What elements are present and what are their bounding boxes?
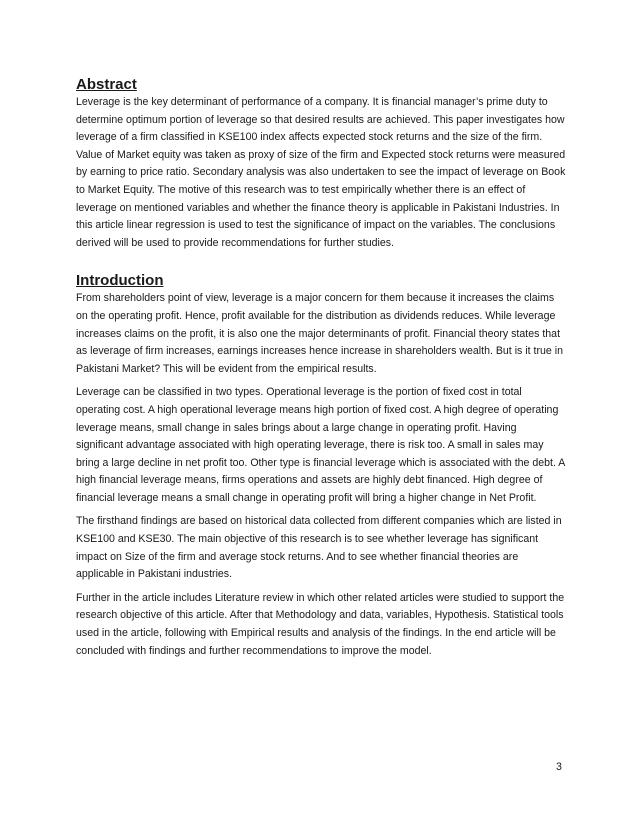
abstract-heading: Abstract (76, 76, 137, 93)
introduction-paragraph-3: The firsthand findings are based on historical data collected from different companies which are listed in KSE100 and KSE30. The main objective of this research is to see whether leverage has significant impact on Size of the firm and average stock returns. And to see whether financial theories are applicable in Pakistani industries. (76, 515, 562, 581)
introduction-paragraph-4: Further in the article includes Literature review in which other related articles were studied to support the research objective of this article. After that Methodology and data, variables, Hypothesis. Statistical tools used in the article, following with Empirical results and analysis of the findings. In the end article will be concluded with findings and further recommendations to improve the model. (76, 591, 565, 657)
document-body (76, 76, 566, 660)
introduction-heading: Introduction (76, 272, 164, 290)
introduction-section (76, 272, 566, 660)
section-spacer (76, 252, 566, 272)
abstract-paragraph: Leverage is the key determinant of performance of a company. It is financial manager’s prime duty to determine optimum portion of leverage so that desired results are achieved. This paper investigates how leverage of a firm classified in KSE100 index affects expected stock returns and the size of the firm. Value of Market equity was taken as proxy of size of the firm and Expected stock returns were measured by earning to price ratio. Secondary analysis was also undertaken to see the impact of leverage on Book to Market Equity. The motive of this research was to test empirically whether there is an effect of leverage on mentioned variables and whether the finance theory is applicable in Pakistani Industries. In this article linear regression is used to test the significance of impact on the variables. The conclusions derived will be used to provide recommendations for further studies. (76, 96, 566, 249)
abstract-section (76, 76, 566, 252)
introduction-paragraph-1: From shareholders point of view, leverage is a major concern for them because it increases the claims on the operating profit. Hence, profit available for the distribution as dividends reduces. While leverage increases claims on the profit, it is also one the major determinants of profit. Financial theory states that as leverage of firm increases, earnings increases hence increase in shareholders wealth. But is it true in Pakistani Market? This will be evident from the empirical results. (76, 292, 563, 375)
page-number: 3 (556, 761, 562, 773)
introduction-paragraph-2: Leverage can be classified in two types. Operational leverage is the portion of fixed cost in total operating cost. A high operational leverage means high portion of fixed cost. A high degree of operating leverage means, small change in sales brings about a large change in operating profit. Having significant advantage associated with high operating leverage, there is risk too. A small in sales may bring a large decline in net profit too. Other type is financial leverage which is associated with the debt. A high financial leverage means, firms operations and assets are highly debt financed. High degree of financial leverage means a small change in operating profit will bring a higher change in Net Profit. (76, 386, 565, 504)
